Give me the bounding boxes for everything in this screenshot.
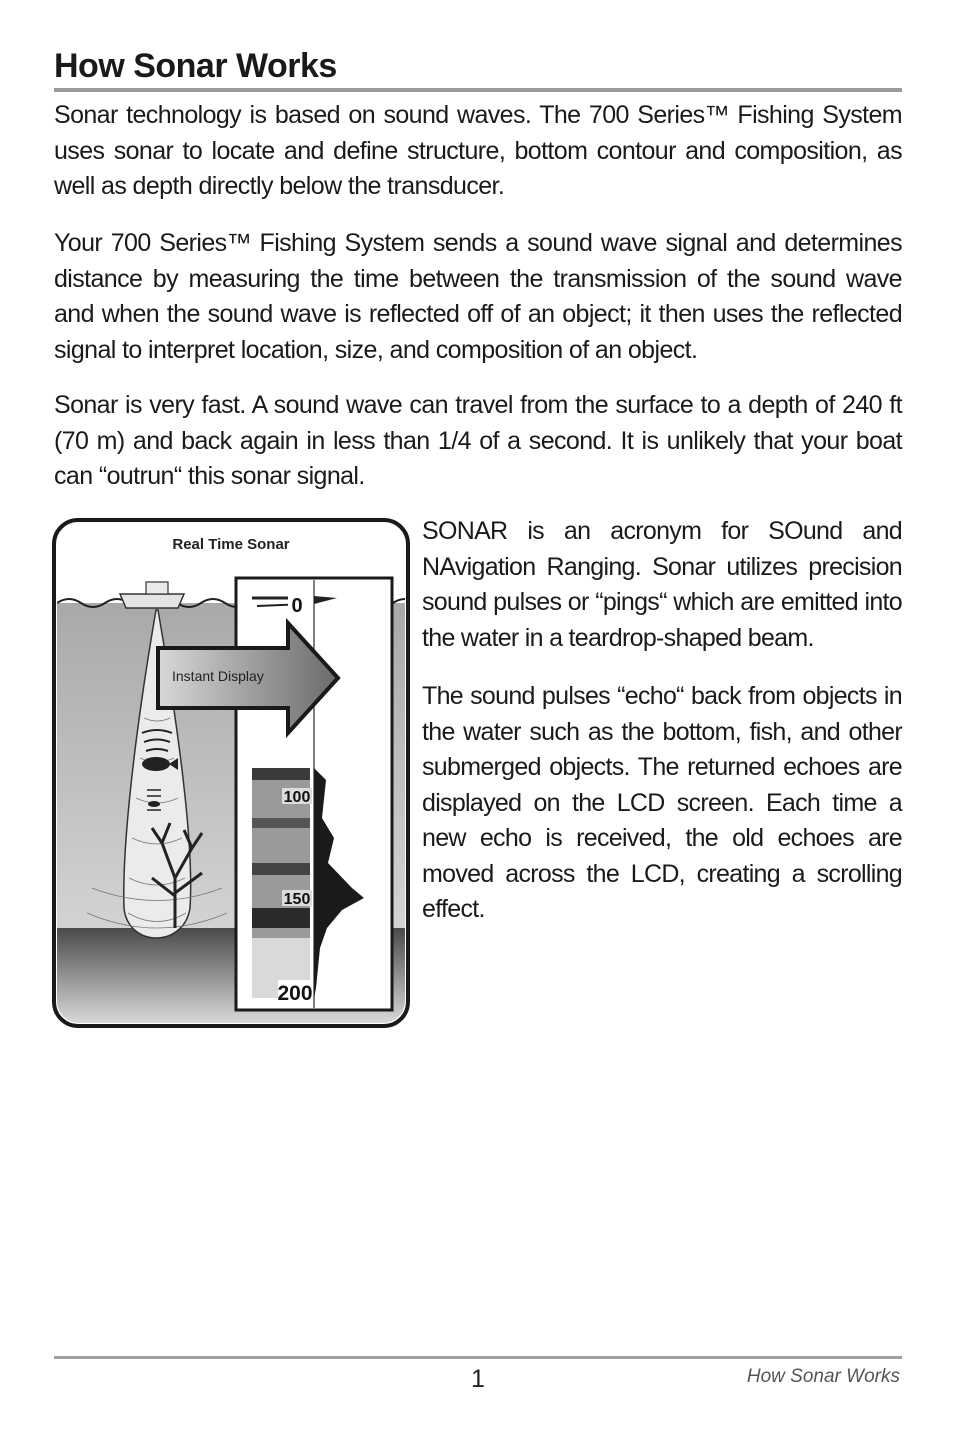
depth-label-200: 200 (277, 982, 313, 1005)
sonar-acronym-paragraph: SONAR is an acronym for SOund and NAvigation Ranging. Sonar utilizes precision sound pulses or “pings“ which are emitted into the water in a teardrop-shaped beam. (422, 517, 902, 652)
figure-title: Real Time Sonar (172, 536, 290, 553)
echo-paragraph: The sound pulses “echo“ back from objects in the water such as the bottom, fish, and other submerged objects. The returned echoes are displayed on the LCD screen. Each time a new echo is received, the old echoes are moved across the LCD, creating a scrolling effect. (422, 682, 902, 923)
boat-icon (120, 594, 184, 608)
speed-paragraph: Sonar is very fast. A sound wave can travel from the surface to a depth of 240 ft (70 m) and back again in less than 1/4 of a second. It is unlikely that your boat can “outrun“ this sonar signal. (54, 391, 902, 490)
intro-paragraph: Sonar technology is based on sound waves. The 700 Series™ Fishing System uses sonar to locate and define structure, bottom contour and composition, as well as depth directly below the transducer. (54, 101, 902, 200)
page-title: How Sonar Works (54, 47, 337, 85)
page-number: 1 (471, 1365, 485, 1393)
depth-label-150: 150 (283, 891, 311, 908)
sonar-illustration (52, 518, 410, 1028)
small-fish-icon (148, 801, 160, 807)
depth-label-100: 100 (283, 789, 311, 806)
footer-divider (54, 1356, 902, 1359)
fish-icon (142, 757, 170, 771)
depth-label-0: 0 (291, 595, 303, 617)
arrow-label: Instant Display (172, 668, 264, 684)
title-divider (54, 88, 902, 92)
real-time-sonar-figure (52, 518, 410, 1028)
distance-paragraph: Your 700 Series™ Fishing System sends a sound wave signal and determines distance by measuring the time between the transmission of the sound wave and when the sound wave is reflected off of an object; it then uses the reflected signal to interpret location, size, and composition of an object. (54, 229, 902, 364)
footer-section-title: How Sonar Works (746, 1366, 900, 1387)
